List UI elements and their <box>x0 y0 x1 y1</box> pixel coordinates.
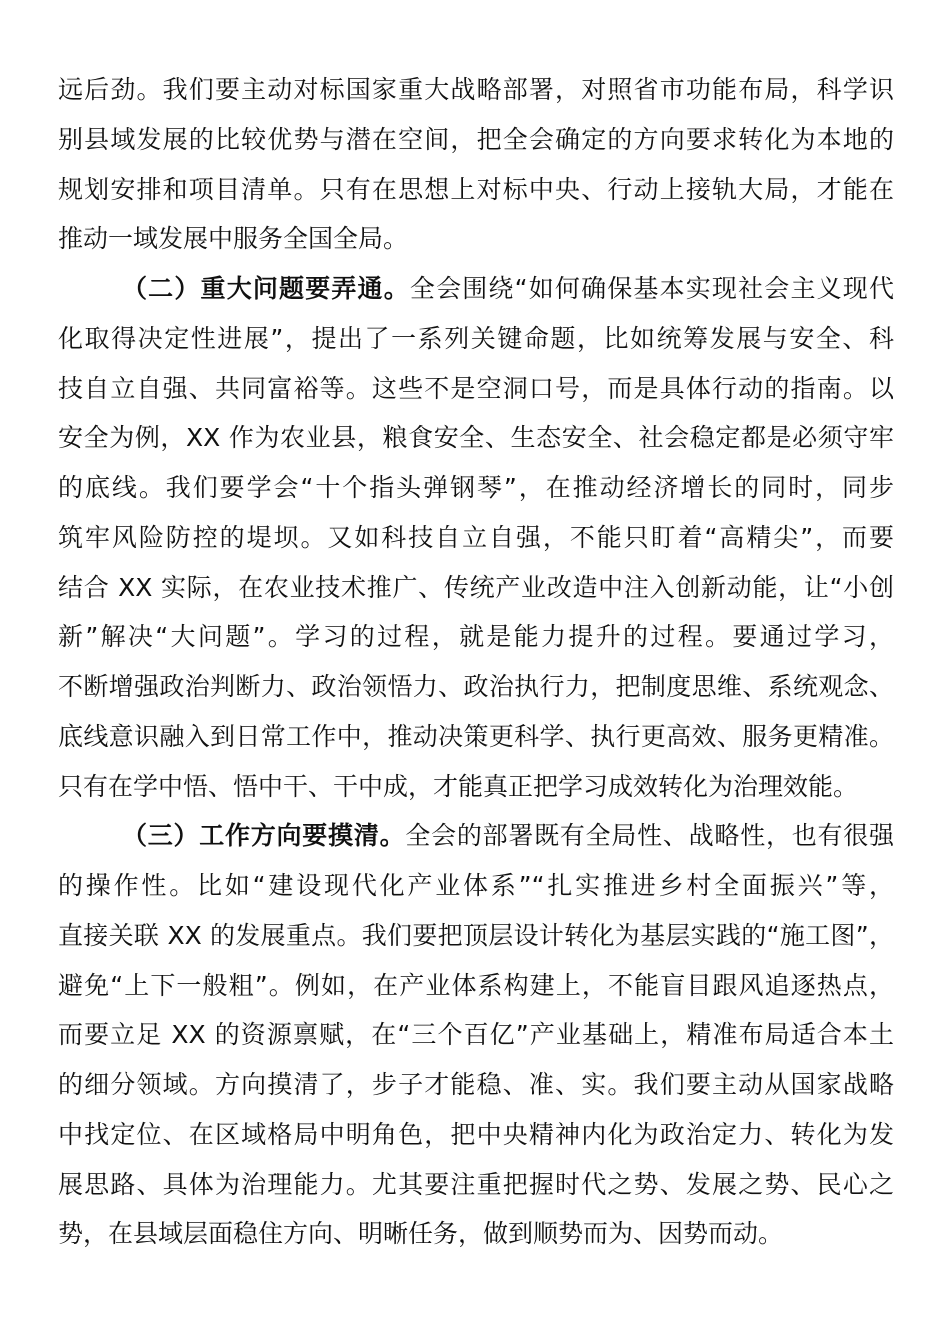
text-line: 别县域发展的比较优势与潜在空间，把全会确定的方向要求转化为本地的 <box>58 124 894 154</box>
text-run: 全会围绕“如何确保基本实现社会主义现代 <box>409 274 894 303</box>
text-line: 的底线。我们要学会“十个指头弹钢琴”，在推动经济增长的同时，同步 <box>58 473 894 502</box>
text-line: 新”解决“大问题”。学习的过程，就是能力提升的过程。要通过学习， <box>58 622 894 652</box>
text-line: 规划安排和项目清单。只有在思想上对标中央、行动上接轨大局，才能在 <box>58 174 894 204</box>
text-line: 势，在县域层面稳住方向、明晰任务，做到顺势而为、因势而动。 <box>58 1219 784 1249</box>
text-line: 不断增强政治判断力、政治领悟力、政治执行力，把制度思维、系统观念、 <box>58 672 894 701</box>
text-line: 安全为例，XX 作为农业县，粮食安全、生态安全、社会稳定都是必须守牢 <box>58 423 894 453</box>
text-line: 而要立足 XX 的资源禀赋，在“三个百亿”产业基础上，精准布局适合本土 <box>58 1020 894 1050</box>
section-heading: （二）重大问题要弄通。 <box>122 274 410 303</box>
paragraph-major-issues <box>58 264 894 811</box>
text-line: 直接关联 XX 的发展重点。我们要把顶层设计转化为基层实践的“施工图”， <box>58 920 894 950</box>
text-line: 远后劲。我们要主动对标国家重大战略部署，对照省市功能布局，科学识 <box>58 75 894 104</box>
text-line: 筑牢风险防控的堤坝。又如科技自立自强，不能只盯着“高精尖”，而要 <box>58 522 894 552</box>
document-body <box>58 65 894 1259</box>
paragraph-work-direction <box>58 811 894 1259</box>
text-line: 的细分领域。方向摸清了，步子才能稳、准、实。我们要主动从国家战略 <box>58 1070 894 1099</box>
text-run: 全会的部署既有全局性、战略性，也有很强 <box>405 821 894 851</box>
text-line: 的操作性。比如“建设现代化产业体系”“扎实推进乡村全面振兴”等， <box>58 871 894 900</box>
text-line: 底线意识融入到日常工作中，推动决策更科学、执行更高效、服务更精准。 <box>58 721 894 751</box>
paragraph-intro-continuation <box>58 65 894 264</box>
text-line: 展思路、具体为治理能力。尤其要注重把握时代之势、发展之势、民心之 <box>58 1169 894 1199</box>
text-line: 结合 XX 实际，在农业技术推广、传统产业改造中注入创新动能，让“小创 <box>58 572 894 602</box>
text-line: 技自立自强、共同富裕等。这些不是空洞口号，而是具体行动的指南。以 <box>58 373 894 403</box>
text-line <box>58 264 894 314</box>
section-heading: （三）工作方向要摸清。 <box>122 821 406 851</box>
text-line: 中找定位、在区域格局中明角色，把中央精神内化为政治定力、转化为发 <box>58 1119 894 1149</box>
text-line: 推动一域发展中服务全国全局。 <box>58 224 409 254</box>
text-line: 化取得决定性进展”，提出了一系列关键命题，比如统筹发展与安全、科 <box>58 323 894 353</box>
text-line: 只有在学中悟、悟中干、干中成，才能真正把学习成效转化为治理效能。 <box>58 771 859 801</box>
text-line: 避免“上下一般粗”。例如，在产业体系构建上，不能盲目跟风追逐热点， <box>58 970 894 1000</box>
text-line <box>58 811 894 861</box>
